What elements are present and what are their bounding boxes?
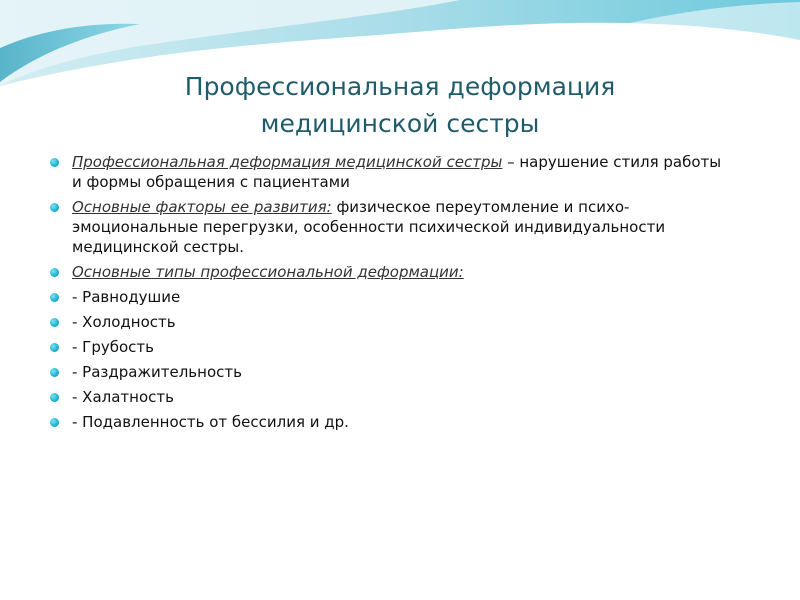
bullet-text: - Грубость: [72, 338, 154, 356]
bullet-dot-icon: [50, 268, 59, 277]
bullet-dot-icon: [50, 393, 59, 402]
bullet-term: Основные факторы ее развития:: [72, 198, 332, 216]
bullet-text: - Подавленность от бессилия и др.: [72, 413, 349, 431]
bullet-term: Профессиональная деформация медицинской сестры: [72, 153, 503, 171]
bullet-item: [48, 287, 728, 307]
slide-title: [100, 68, 700, 142]
bullet-text: - Раздражительность: [72, 363, 242, 381]
bullet-item: [48, 152, 728, 192]
bullet-list: [48, 152, 728, 437]
title-line-2: медицинской сестры: [260, 109, 540, 138]
bullet-text: физическое переутомление и психо-эмоциональные перегрузки, особенности психической индивидуальности медицинской сестры.: [72, 198, 666, 256]
bullet-text: – нарушение стиля работы и формы обращения с пациентами: [72, 153, 722, 191]
bullet-dot-icon: [50, 158, 59, 167]
bullet-item: [48, 412, 728, 432]
title-line-1: Профессиональная деформация: [184, 72, 616, 101]
bullet-dot-icon: [50, 318, 59, 327]
bullet-term: Основные типы профессиональной деформации:: [72, 263, 464, 281]
bullet-dot-icon: [50, 343, 59, 352]
bullet-dot-icon: [50, 368, 59, 377]
bullet-text: - Холодность: [72, 313, 176, 331]
bullet-dot-icon: [50, 293, 59, 302]
bullet-item: [48, 312, 728, 332]
bullet-item: [48, 197, 728, 257]
bullet-text: - Равнодушие: [72, 288, 181, 306]
bullet-dot-icon: [50, 203, 59, 212]
bullet-item: [48, 337, 728, 357]
bullet-item: [48, 262, 728, 282]
bullet-item: [48, 362, 728, 382]
bullet-dot-icon: [50, 418, 59, 427]
bullet-text: - Халатность: [72, 388, 174, 406]
bullet-item: [48, 387, 728, 407]
